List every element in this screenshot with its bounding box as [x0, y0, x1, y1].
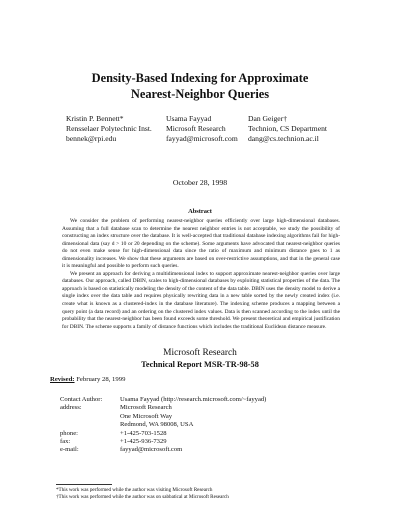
revised-label: Revised:: [50, 376, 75, 383]
paper-title-line-1: Density-Based Indexing for Approximate: [91, 71, 309, 85]
contact-row: [60, 396, 266, 404]
author-name: Usama Fayyad: [166, 114, 212, 123]
contact-row: [60, 438, 266, 446]
contact-value: +1-425-703-1528: [120, 429, 167, 437]
contact-value: Microsoft Research: [120, 404, 172, 412]
revised-date: February 28, 1999: [76, 376, 126, 383]
footnote-2: †This work was performed while the author was on sabbatical at Microsoft Research: [56, 494, 229, 500]
abstract-body: [62, 218, 340, 331]
contact-value: Redmond, WA 98008, USA: [120, 421, 194, 429]
contact-value: One Microsoft Way: [120, 412, 173, 420]
contact-label: [60, 413, 120, 421]
contact-row: [60, 413, 266, 421]
author-block-2: [166, 114, 238, 144]
contact-label: address:: [60, 404, 82, 412]
author-email: fayyad@microsoft.com: [166, 134, 238, 143]
footnote-1: *This work was performed while the author was visiting Microsoft Research: [56, 487, 213, 493]
footnote-rule: [56, 484, 112, 485]
contact-value: Usama Fayyad (http://research.microsoft.com/~fayyad): [120, 396, 267, 403]
author-affiliation: Technion, CS Department: [248, 124, 327, 133]
author-email: bennek@rpi.edu: [66, 134, 117, 143]
author-block-3: [248, 114, 327, 144]
abstract-paragraph-1: We consider the problem of performing nearest-neighbor queries efficiently over large high-dimensional databases. Assuming that a full database scan to determine the nearest neighbor entries is not acceptable, we study the possibility of constructing an index structure over the database. It is well-accepted that traditional database indexing algorithms fail for high-dimensional data (say d > 10 or 20 depending on the scheme). Some arguments have advocated that nearest-neighbor queries do not even make sense for high-dimensional data since the ratio of maximum and minimum distance goes to 1 as dimensionality increases. We show that these arguments are based on over-restrictive assumptions, and that in the general case it is meaningful and possible to perform such queries.: [62, 218, 340, 270]
author-affiliation: Microsoft Research: [166, 124, 226, 133]
contact-row: [60, 421, 266, 429]
abstract-heading: Abstract: [188, 208, 212, 215]
report-number: Technical Report MSR-TR-98-58: [141, 360, 259, 369]
contact-table: [60, 396, 266, 455]
contact-value: +1-425-936-7329: [120, 438, 167, 446]
contact-label: Contact Author:: [60, 396, 103, 403]
contact-value: fayyad@microsoft.com: [120, 446, 183, 454]
paper-title-line-2: Nearest-Neighbor Queries: [130, 87, 270, 101]
contact-row: [60, 404, 266, 412]
contact-label: [60, 421, 120, 429]
revised-line: [50, 376, 125, 383]
contact-label: e-mail:: [60, 446, 79, 454]
contact-row: [60, 446, 266, 454]
author-name: Kristin P. Bennett*: [66, 114, 124, 123]
contact-block: [60, 396, 266, 455]
author-affiliation: Rensselaer Polytechnic Inst.: [66, 124, 152, 133]
author-email: dang@cs.technion.ac.il: [248, 134, 319, 143]
contact-label: phone:: [60, 429, 78, 437]
author-block-1: [66, 114, 152, 144]
contact-label: fax:: [60, 438, 71, 446]
author-name: Dan Geiger†: [248, 114, 288, 123]
contact-row: [60, 430, 266, 438]
paper-date: October 28, 1998: [172, 178, 228, 187]
abstract-paragraph-2: We present an approach for deriving a multidimensional index to support approximate nearest-neighbor queries over large databases. Our approach, called DBIN, scales to high-dimensional databases by exploiting statistical properties of the data. The approach is based on statistically modeling the density of the content of the data table. DBIN uses the density model to derive a single index over the data table and requires physically rewriting data in a new table sorted by the newly created index (i.e. create what is known as a clustered-index in the database literature). The indexing scheme produces a mapping between a query point (a data record) and an ordering on the clustered index values. Data is then scanned according to the index until the probability that the nearest-neighbor has been found exceeds some threshold. We present theoretical and empirical justification for DBIN. The scheme supports a family of distance functions which includes the traditional Euclidean distance measure.: [62, 270, 340, 330]
organization: Microsoft Research: [163, 348, 237, 358]
